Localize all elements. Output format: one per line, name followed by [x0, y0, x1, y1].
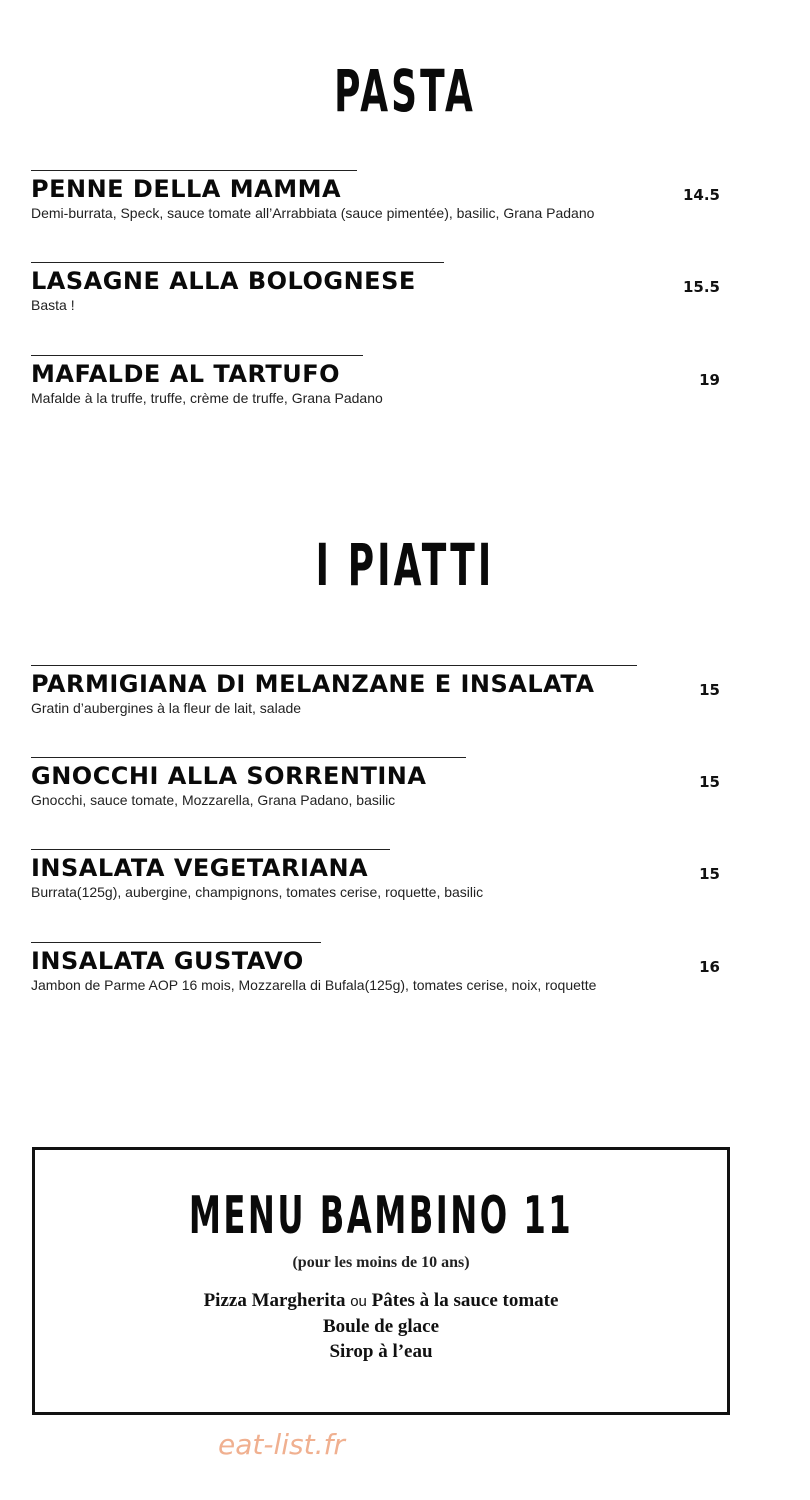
item-description: Burrata(125g), aubergine, champignons, tomates cerise, roquette, basilic: [31, 884, 484, 900]
item-description: Basta !: [31, 297, 75, 313]
menu-item: [31, 170, 731, 222]
menu-item: [31, 262, 731, 314]
section-title-piatti: I PIATTI: [315, 531, 495, 599]
item-name: INSALATA VEGETARIANA: [31, 854, 369, 882]
item-description: Demi-burrata, Speck, sauce tomate all’Arrabbiata (sauce pimentée), basilic, Grana Padano: [31, 205, 595, 221]
menu-bambino-line: Boule de glace: [322, 1316, 440, 1337]
item-price: 19: [699, 371, 720, 389]
menu-bambino-option: Pâtes à la sauce tomate: [371, 1290, 559, 1311]
item-description: Jambon de Parme AOP 16 mois, Mozzarella di Bufala(125g), tomates cerise, noix, roquette: [31, 977, 597, 993]
item-name: GNOCCHI ALLA SORRENTINA: [31, 762, 427, 790]
item-divider: [31, 942, 321, 943]
menu-bambino-box: [32, 1147, 730, 1415]
item-name: INSALATA GUSTAVO: [31, 947, 304, 975]
section-title-pasta: PASTA: [334, 57, 476, 125]
item-divider: [31, 355, 363, 356]
item-divider: [31, 849, 390, 850]
item-name: PARMIGIANA DI MELANZANE E INSALATA: [31, 670, 595, 698]
menu-item: [31, 849, 731, 901]
menu-item: [31, 757, 731, 809]
item-price: 15.5: [682, 278, 720, 296]
item-price: 16: [699, 958, 720, 976]
item-name: LASAGNE ALLA BOLOGNESE: [31, 267, 416, 295]
item-price: 15: [699, 773, 720, 791]
menu-bambino-option: Pizza Margherita: [203, 1290, 346, 1311]
item-divider: [31, 665, 637, 666]
item-description: Gratin d’aubergines à la fleur de lait, salade: [31, 700, 302, 716]
item-description: Mafalde à la truffe, truffe, crème de truffe, Grana Padano: [31, 390, 383, 406]
menu-bambino-subtitle: (pour les moins de 10 ans): [292, 1254, 470, 1271]
item-divider: [31, 262, 444, 263]
item-name: PENNE DELLA MAMMA: [31, 175, 342, 203]
menu-bambino-line: Sirop à l’eau: [329, 1341, 433, 1362]
menu-bambino-line: [35, 1288, 727, 1314]
menu-item: [31, 665, 731, 717]
watermark: eat-list.fr: [218, 1428, 345, 1461]
menu-bambino-or: ou: [350, 1293, 367, 1310]
menu-bambino-title: MENU BAMBINO 11: [188, 1186, 574, 1246]
menu-bambino-contents: [35, 1288, 727, 1364]
item-description: Gnocchi, sauce tomate, Mozzarella, Grana Padano, basilic: [31, 792, 396, 808]
item-price: 15: [699, 865, 720, 883]
item-name: MAFALDE AL TARTUFO: [31, 360, 340, 388]
item-price: 15: [699, 681, 720, 699]
item-divider: [31, 170, 357, 171]
item-divider: [31, 757, 466, 758]
item-price: 14.5: [682, 186, 720, 204]
menu-item: [31, 355, 731, 407]
menu-item: [31, 942, 731, 994]
